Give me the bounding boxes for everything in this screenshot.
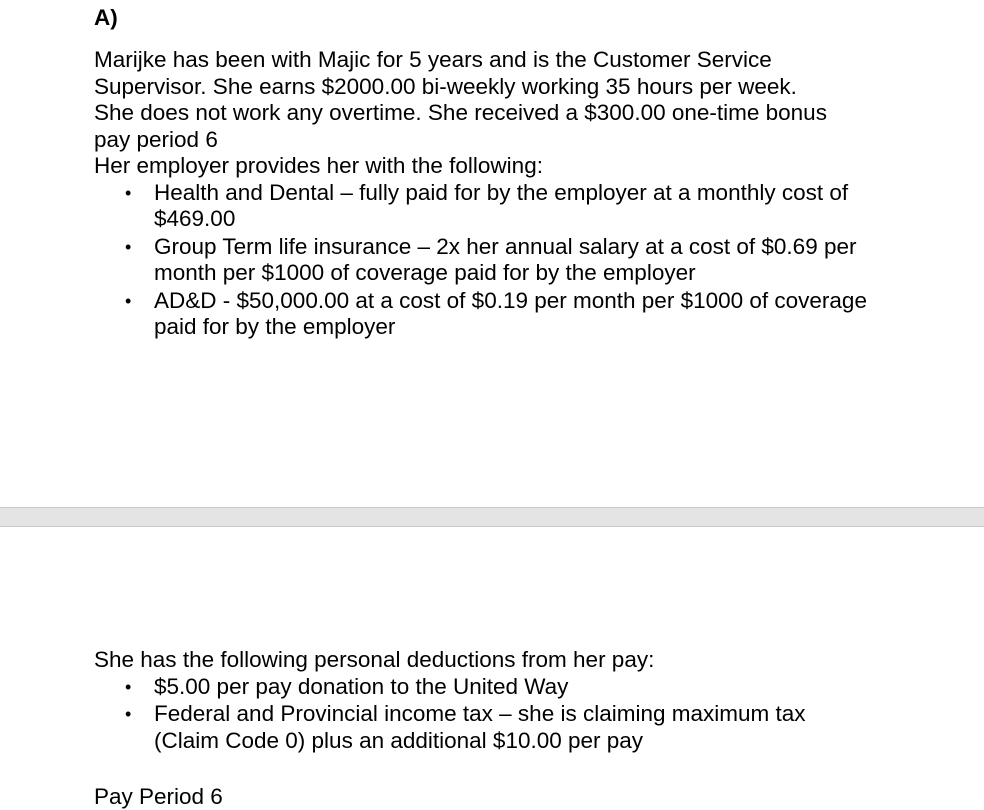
benefits-list — [94, 180, 894, 341]
bullet-icon: • — [125, 236, 132, 257]
bullet-icon: • — [125, 290, 132, 311]
list-item — [94, 234, 894, 287]
deductions-block — [94, 647, 894, 755]
deductions-list — [94, 674, 894, 755]
list-item — [94, 288, 894, 341]
benefit-health-dental: Health and Dental – fully paid for by the employer at a monthly cost of $469.00 — [154, 179, 849, 231]
section-heading: A) — [94, 5, 118, 30]
list-item — [94, 674, 854, 701]
benefit-group-life: Group Term life insurance – 2x her annual salary at a cost of $0.69 per month per $1000 of coverage paid for by the employer — [154, 233, 857, 285]
bullet-icon: • — [125, 676, 132, 697]
list-item — [94, 180, 894, 233]
intro-paragraph-2: She does not work any overtime. She received a $300.00 one-time bonus pay period 6 — [94, 100, 827, 152]
page-break-separator — [0, 507, 984, 527]
list-item — [94, 701, 854, 754]
bullet-icon: • — [125, 704, 132, 724]
intro-paragraph-3: Her employer provides her with the following: — [94, 153, 543, 178]
deductions-intro: She has the following personal deductions from her pay: — [94, 647, 655, 672]
benefit-add: AD&D - $50,000.00 at a cost of $0.19 per month per $1000 of coverage paid for by the employer — [154, 287, 867, 339]
bullet-icon: • — [125, 182, 132, 203]
deduction-income-tax: Federal and Provincial income tax – she is claiming maximum tax (Claim Code 0) plus an additional $10.00 per pay — [154, 701, 806, 753]
deduction-united-way: $5.00 per pay donation to the United Way — [154, 673, 569, 699]
pay-period-label: Pay Period 6 — [94, 784, 223, 809]
intro-block — [94, 47, 894, 342]
intro-paragraph-1: Marijke has been with Majic for 5 years and is the Customer Service Supervisor. She earns $2000.00 bi-weekly working 35 hours per week. — [94, 47, 797, 99]
